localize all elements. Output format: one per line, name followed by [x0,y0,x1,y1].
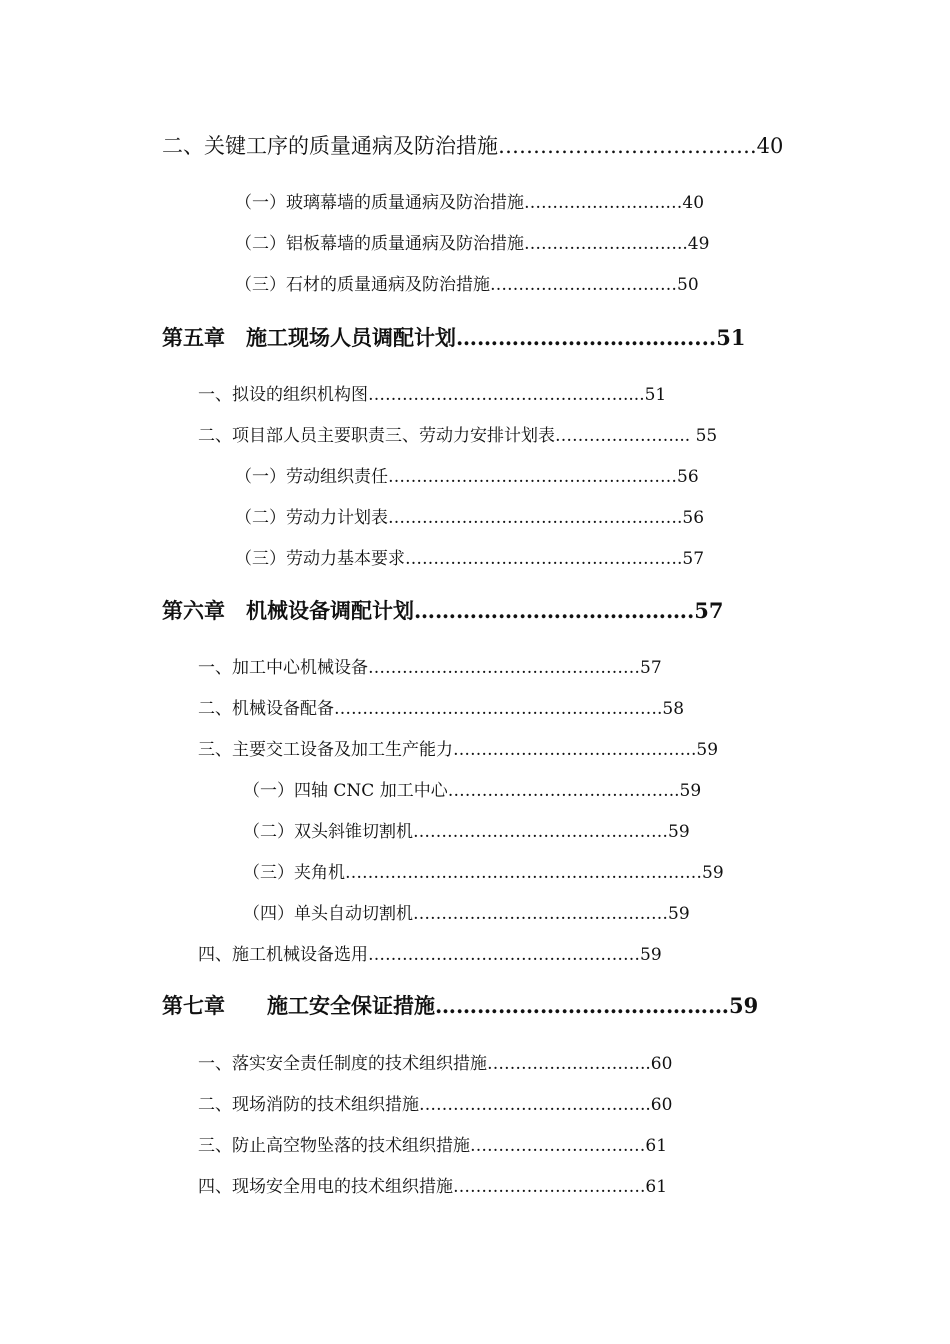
toc-entry: 二、机械设备配备………………………………………………….58 [198,699,685,719]
toc-entry: （二）双头斜锥切割机………………………………………59 [243,822,690,842]
toc-entry: 四、现场安全用电的技术组织措施…………………………….61 [198,1177,668,1197]
toc-entry-section-2: 二、关键工序的质量通病及防治措施……………………………….40 [162,134,784,158]
toc-entry: 二、项目部人员主要职责三、劳动力安排计划表…………………... 55 [198,426,718,446]
toc-entry: （二）铝板幕墙的质量通病及防治措施………………………..49 [235,234,710,254]
toc-chapter-6: 第六章 机械设备调配计划………………………………….57 [162,598,724,623]
toc-entry: （一）劳动组织责任……………………………………………56 [235,467,699,487]
toc-entry: （三）夹角机………………………………………………………59 [243,863,724,883]
toc-entry: （二）劳动力计划表…………………………………………….56 [235,508,705,528]
toc-entry: 一、落实安全责任制度的技术组织措施………………………..60 [198,1054,673,1074]
toc-entry: 四、施工机械设备选用…………………………………………59 [198,945,662,965]
toc-entry: 一、拟设的组织机构图………………………………………....51 [198,385,667,405]
toc-entry: 二、现场消防的技术组织措施…………………………………..60 [198,1095,673,1115]
toc-entry: 一、加工中心机械设备…………………………………………57 [198,658,662,678]
toc-chapter-7: 第七章 施工安全保证措施……………………………………59 [162,993,759,1018]
toc-entry: （三）石材的质量通病及防治措施……………………………50 [235,275,699,295]
toc-chapter-5: 第五章 施工现场人员调配计划……………………………....51 [162,325,746,350]
toc-entry: （一）四轴 CNC 加工中心…………………………………..59 [243,781,702,801]
toc-entry: 三、主要交工设备及加工生产能力…………………………………….59 [198,740,719,760]
toc-entry: （一）玻璃幕墙的质量通病及防治措施…………………….…40 [235,193,705,213]
toc-entry: （三）劳动力基本要求………………………………………….57 [235,549,705,569]
toc-entry: （四）单头自动切割机………………………………………59 [243,904,690,924]
toc-entry: 三、防止高空物坠落的技术组织措施……………………….…61 [198,1136,668,1156]
